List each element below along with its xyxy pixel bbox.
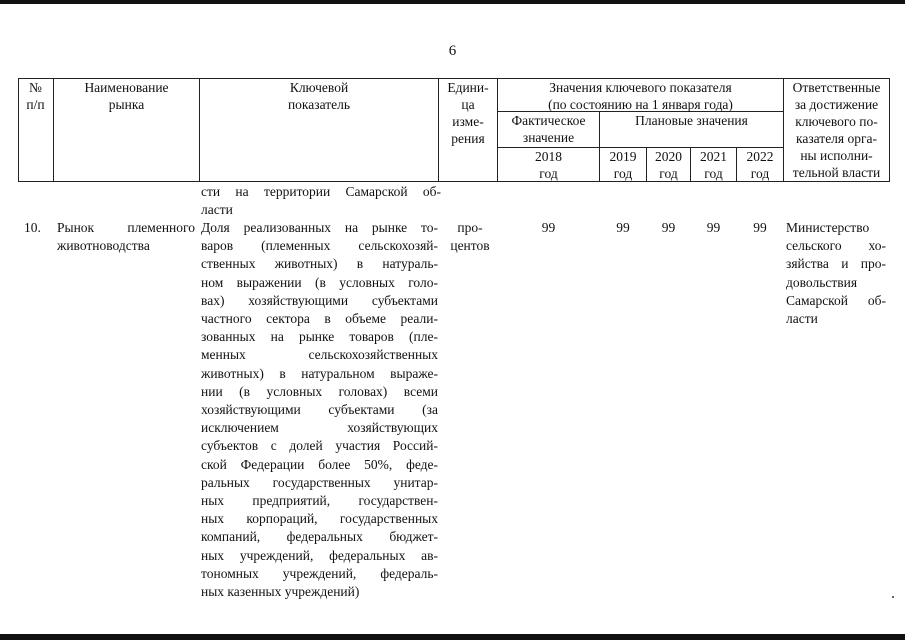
header-year-2020: 2020 год [655, 149, 682, 181]
header-year-2022: 2022 год [746, 149, 774, 181]
key-indicator-text: Доля реализованных на рынке то- варов (племенных сельскохозяй- ственных животных) в натураль- ном выражении (в условных голо- вах) хозяйствующими субъектами частного сектора в объеме реали- зованных на рынке товаров (пле- менных сельскохозяйственных животных) в натуральном выраже- нии (в условных головах) всеми хозяйствующими субъектами (за исключением хозяйствующих субъектов с долей участия Россий- ской Федерации более 50%, феде- ральных государственных унитар- ных предприятий, государствен- ных корпораций, государственных компаний, федеральных бюджет- ных учреждений, федеральных ав- тономных учреждений, федераль- ных казенных учреждений) [201, 220, 438, 600]
market-name: Рынок племенного животноводства [57, 220, 195, 254]
value-2020: 99 [661, 220, 676, 235]
header-year-2018: 2018 год [535, 149, 562, 181]
page-number: 6 [448, 43, 457, 59]
header-market-name: Наименование рынка [84, 80, 169, 112]
header-year-2019: 2019 год [609, 149, 637, 181]
unit-text: про- центов [450, 220, 490, 254]
header-actual-value: Фактическое значение [511, 113, 586, 145]
row-number: 10. [24, 220, 41, 235]
header-unit: Едини- ца изме- рения [447, 80, 489, 146]
value-2021: 99 [706, 220, 721, 235]
header-indicator-values: Значения ключевого показателя (по состоянию на 1 января года) [548, 80, 733, 112]
header-year-2021: 2021 год [700, 149, 727, 181]
header-number: № п/п [26, 80, 45, 112]
bottom-border [0, 634, 905, 640]
top-border [0, 0, 905, 4]
value-2018: 99 [541, 220, 556, 235]
header-key-indicator: Ключевой показатель [287, 80, 351, 112]
header-responsible: Ответственные за достижение ключевого по- казателя орга- ны исполни- тельной власти [792, 80, 881, 180]
table-header [18, 78, 890, 182]
value-2019: 99 [616, 220, 630, 235]
responsible-authority: Министерство сельского хо- зяйства и про- довольствия Самарской об- ласти [786, 220, 886, 327]
header-planned-values: Плановые значения [635, 113, 748, 128]
value-2022: 99 [753, 220, 767, 235]
scan-speck [892, 596, 894, 598]
continuation-text: сти на территории Самарской об- ласти [201, 184, 441, 218]
